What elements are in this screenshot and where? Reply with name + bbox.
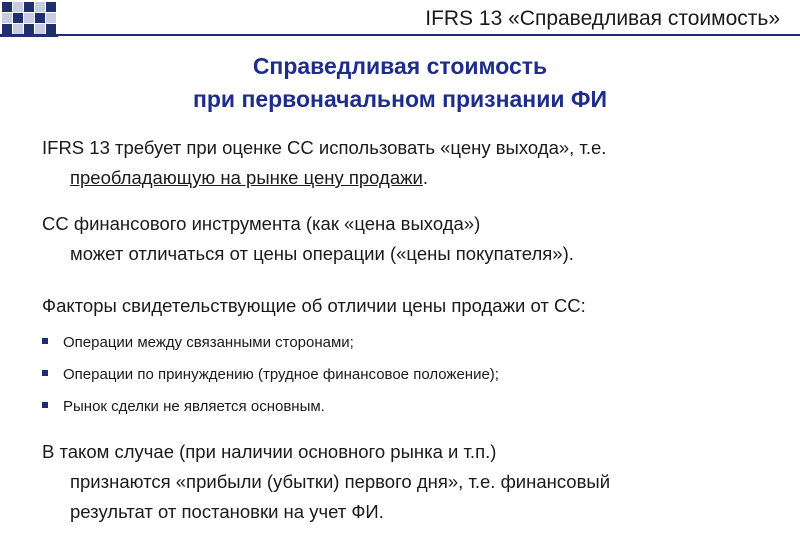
- paragraph-first-day-line-2: признаются «прибыли (убытки) первого дня», т.е. финансовый: [70, 471, 611, 492]
- list-item: [42, 396, 325, 418]
- paragraph-exit-price-line-2: [42, 163, 787, 193]
- list-item: [42, 332, 354, 354]
- header-rule: [58, 34, 800, 36]
- header-rule-left: [0, 34, 58, 37]
- paragraph-fv-line-2: может отличаться от цены операции («цены покупателя»).: [70, 243, 574, 264]
- decorative-squares: [0, 0, 58, 34]
- list-item-text: Операции по принуждению (трудное финансовое положение);: [63, 366, 499, 383]
- paragraph-exit-price: [42, 133, 787, 193]
- period: .: [422, 167, 428, 188]
- bullet-square-icon: [42, 338, 48, 344]
- slide-title-line-1: Справедливая стоимость: [252, 53, 548, 79]
- list-item: [42, 364, 499, 386]
- header-title: IFRS 13 «Справедливая стоимость»: [425, 7, 780, 30]
- bullet-square-icon: [42, 370, 48, 376]
- paragraph-exit-price-line-1: IFRS 13 требует при оценке СС использовать «цену выхода», т.е.: [42, 137, 607, 158]
- factors-heading-text: Факторы свидетельствующие об отличии цены продажи от СС:: [42, 295, 586, 316]
- bullet-square-icon: [42, 402, 48, 408]
- paragraph-first-day-line-1: В таком случае (при наличии основного рынка и т.п.): [42, 441, 497, 462]
- slide-header: [0, 0, 800, 34]
- paragraph-first-day-gains: [42, 437, 787, 527]
- list-item-text: Операции между связанными сторонами;: [63, 334, 354, 351]
- paragraph-factors-heading: [42, 291, 787, 321]
- paragraph-first-day-line-3: результат от постановки на учет ФИ.: [70, 501, 384, 522]
- paragraph-fair-value-difference: [42, 209, 787, 269]
- underlined-phrase: преобладающую на рынке цену продажи: [70, 167, 423, 188]
- list-item-text: Рынок сделки не является основным.: [63, 398, 325, 415]
- paragraph-fv-line-1: СС финансового инструмента (как «цена выхода»): [42, 213, 481, 234]
- slide-title-line-2: при первоначальном признании ФИ: [192, 86, 608, 112]
